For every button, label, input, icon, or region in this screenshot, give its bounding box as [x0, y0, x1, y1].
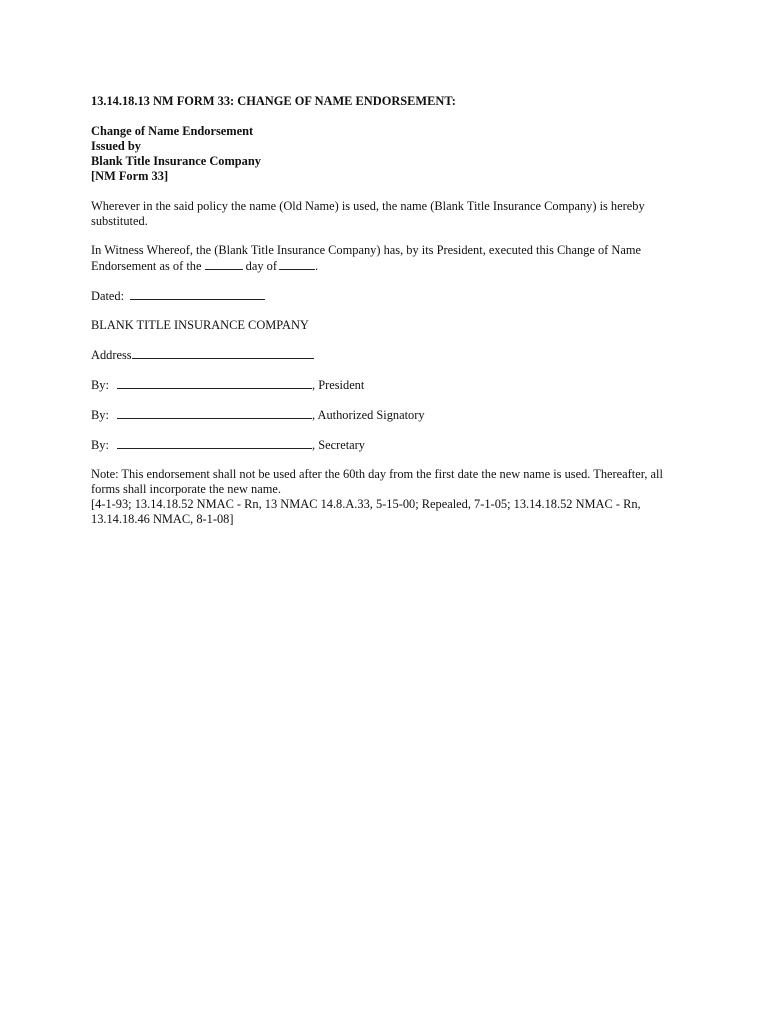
- witness-period: .: [315, 259, 319, 273]
- issuer-name: Blank Title Insurance Company: [91, 154, 261, 168]
- signature-line-authorized-signatory: [91, 407, 691, 423]
- signature-line-secretary: [91, 437, 691, 453]
- secretary-role: , Secretary: [312, 438, 365, 452]
- endorsement-title: Change of Name Endorsement: [91, 124, 254, 138]
- president-signature-blank[interactable]: [117, 377, 312, 389]
- address-blank[interactable]: [132, 347, 314, 359]
- address-label: Address: [91, 348, 132, 362]
- company-name: BLANK TITLE INSURANCE COMPANY: [91, 318, 309, 332]
- issued-by-label: Issued by: [91, 139, 141, 153]
- substitution-clause-line-1: Wherever in the said policy the name (Old Name) is used, the name (Blank Title Insurance Company) is hereby: [91, 199, 645, 213]
- note-line-1: Note: This endorsement shall not be used after the 60th day from the first date the new name is used. Thereafter, all: [91, 467, 663, 481]
- witness-clause-line-1: In Witness Whereof, the (Blank Title Insurance Company) has, by its President, executed this Change of Name: [91, 243, 641, 257]
- authorized-signatory-role: , Authorized Signatory: [312, 408, 425, 422]
- witness-clause-line-2: [91, 258, 691, 274]
- address-line: [91, 347, 691, 363]
- by-label: By:: [91, 378, 109, 392]
- note-line-2: forms shall incorporate the new name.: [91, 482, 281, 496]
- form-number: [NM Form 33]: [91, 169, 169, 183]
- month-blank[interactable]: [279, 258, 315, 270]
- president-role: , President: [312, 378, 365, 392]
- dated-line: [91, 288, 691, 304]
- dated-blank[interactable]: [130, 288, 265, 300]
- section-heading: 13.14.18.13 NM FORM 33: CHANGE OF NAME ENDORSEMENT:: [91, 94, 456, 108]
- by-label: By:: [91, 408, 109, 422]
- day-of-text: day of: [245, 259, 277, 273]
- signature-line-president: [91, 377, 691, 393]
- witness-clause-text: Endorsement as of the: [91, 259, 202, 273]
- day-blank[interactable]: [205, 258, 243, 270]
- authorized-signatory-blank[interactable]: [117, 407, 312, 419]
- secretary-signature-blank[interactable]: [117, 437, 312, 449]
- history-line-1: [4-1-93; 13.14.18.52 NMAC - Rn, 13 NMAC 14.8.A.33, 5-15-00; Repealed, 7-1-05; 13.14.18.52 NMAC - Rn,: [91, 497, 641, 511]
- history-line-2: 13.14.18.46 NMAC, 8-1-08]: [91, 512, 234, 526]
- by-label: By:: [91, 438, 109, 452]
- dated-label: Dated:: [91, 289, 125, 303]
- substitution-clause-line-2: substituted.: [91, 214, 148, 228]
